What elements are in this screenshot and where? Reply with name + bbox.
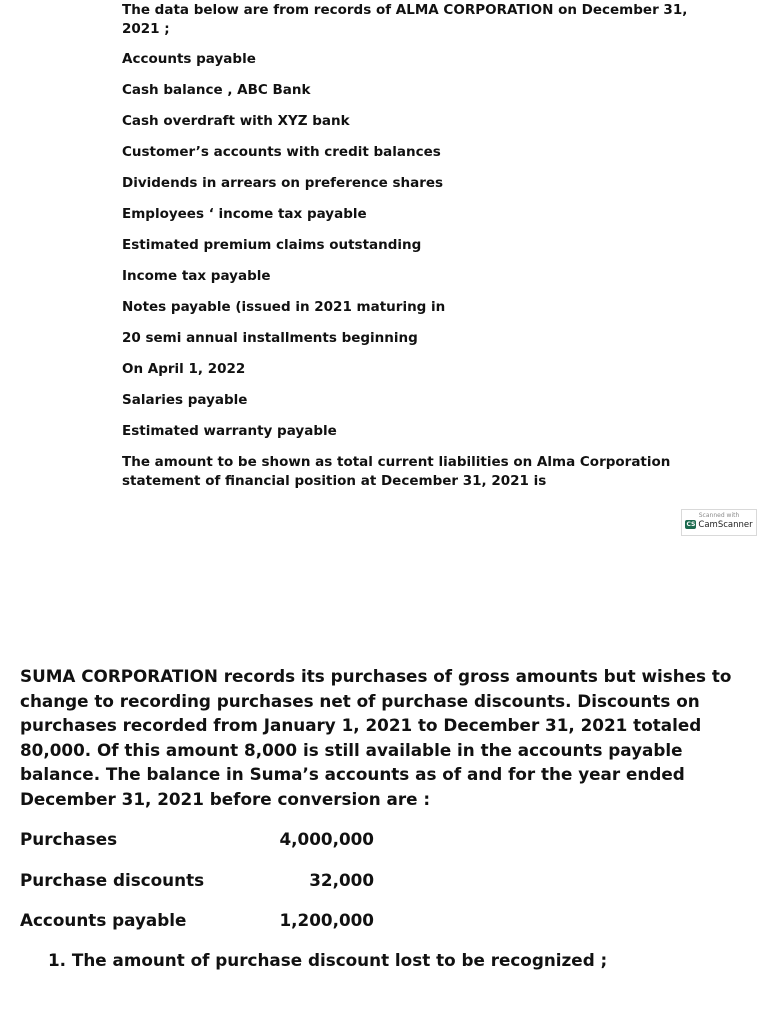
camscanner-brand — [682, 520, 756, 531]
item-label: Customer’s accounts with credit balances — [122, 144, 441, 160]
item-label: Salaries payable — [122, 392, 248, 408]
camscanner-stamp — [681, 509, 757, 536]
item-label: Cash overdraft with XYZ bank — [122, 113, 350, 129]
item-label: Notes payable (issued in 2021 maturing in — [122, 299, 446, 315]
item-label: On April 1, 2022 — [122, 361, 246, 377]
item-label: Employees ‘ income tax payable — [122, 206, 367, 222]
scanned-with-text: Scanned with — [698, 512, 740, 519]
balance-amount: 4,000,000 — [279, 829, 374, 849]
item-label: Estimated premium claims outstanding — [122, 237, 422, 253]
suma-question-1: 1. The amount of purchase discount lost to be recognized ; — [48, 950, 608, 970]
item-label: Cash balance , ABC Bank — [122, 82, 311, 98]
balance-label: Purchases — [20, 829, 118, 849]
item-label: Dividends in arrears on preference shares — [122, 175, 444, 191]
balance-label: Accounts payable — [20, 910, 187, 930]
balance-amount: 32,000 — [309, 870, 374, 890]
item-label: Income tax payable — [122, 268, 271, 284]
camscanner-label: CamScanner — [698, 520, 753, 530]
balance-amount: 1,200,000 — [279, 910, 374, 930]
alma-question: The amount to be shown as total current liabilities on Alma Corporation statement of financial position at December 31, 2021 is — [122, 454, 671, 489]
suma-paragraph: SUMA CORPORATION records its purchases of gross amounts but wishes to change to recording purchases net of purchase discounts. Discounts on purchases recorded from January 1, 2021 to December 31, 2021 totaled 80,000. Of this amount 8,000 is still available in the accounts payable balance. The balance in Suma’s accounts as of and for the year ended December 31, 2021 before conversion are : — [20, 666, 732, 809]
item-label: Estimated warranty payable — [122, 423, 337, 439]
item-label: Accounts payable — [122, 51, 256, 67]
balance-label: Purchase discounts — [20, 870, 205, 890]
camscanner-logo-icon: CS — [686, 521, 696, 528]
alma-intro: The data below are from records of ALMA CORPORATION on December 31, 2021 ; — [122, 2, 688, 37]
item-label: 20 semi annual installments beginning — [122, 330, 418, 346]
